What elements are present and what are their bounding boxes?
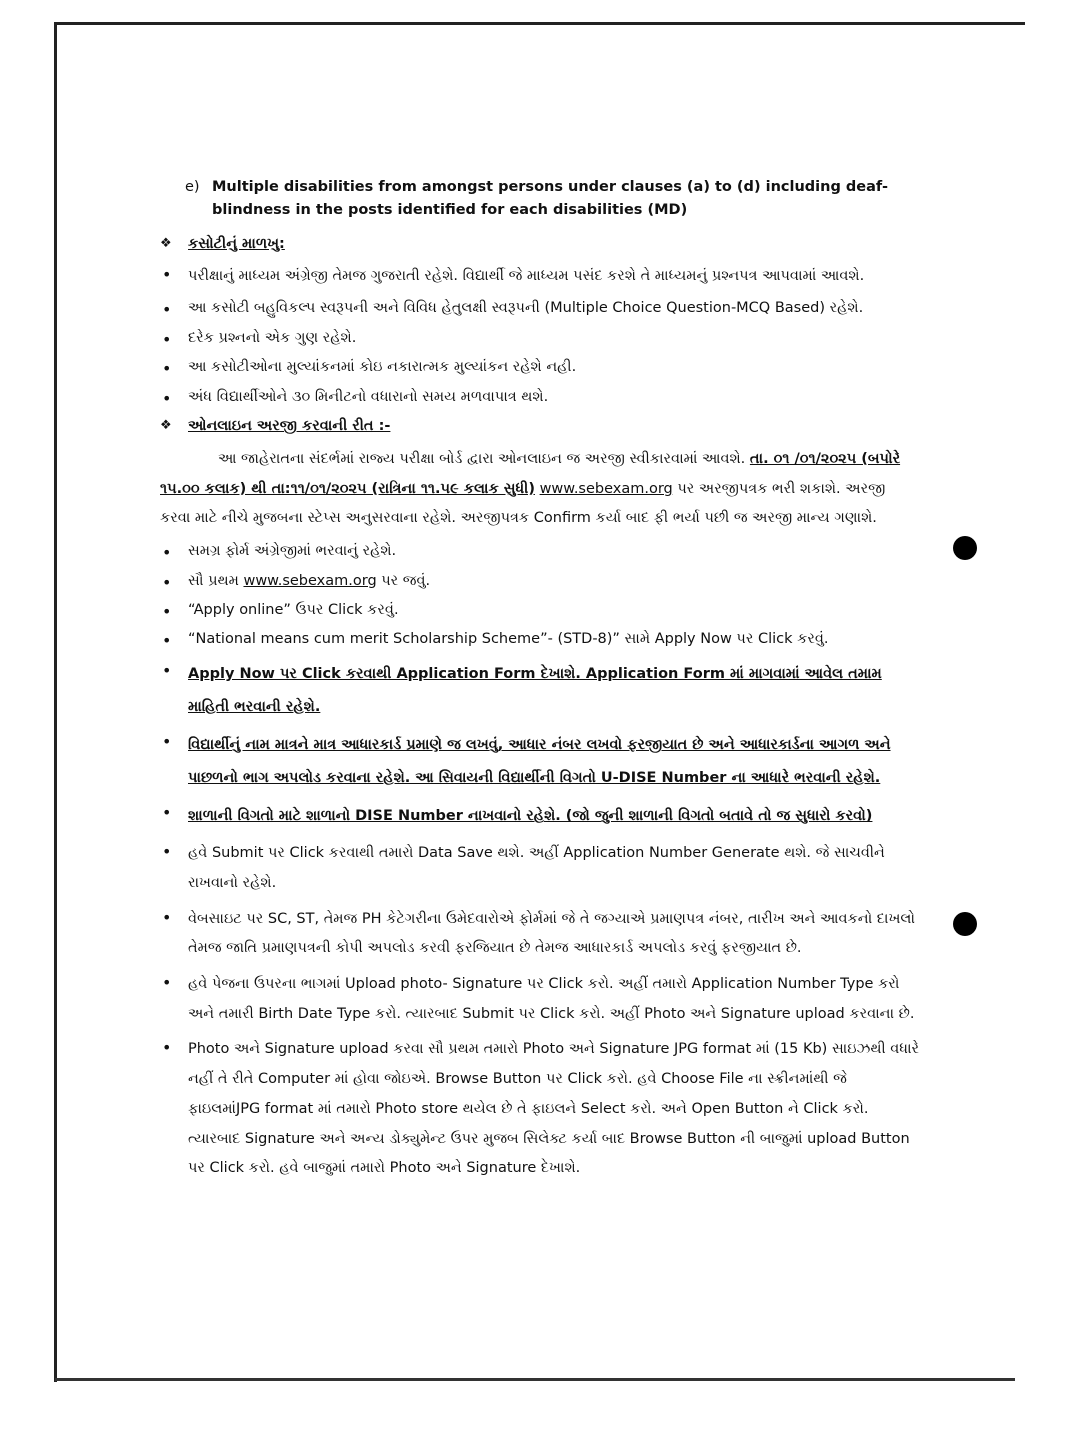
- punch-hole: [953, 536, 977, 560]
- intro-paragraph: [160, 445, 920, 534]
- bullet-icon: •: [162, 972, 172, 992]
- bullet-item: [160, 839, 920, 898]
- bullet-text: હવે પેજના ઉપરના ભાગમાં Upload photo- Signature પર Click કરો. અહીં તમારો Application Number Type કરો અને તમારી Birth Date Type કરો. ત્યારબાદ Submit પર Click કરો. અહીં Photo અને Signature upload કરવાના છે.: [188, 975, 915, 1022]
- bullet-text: આ કસોટીઓના મુલ્યાંકનમાં કોઇ નકારાત્મક મુલ્યાંકન રહેશે નહી.: [188, 359, 577, 376]
- bullet-item: [160, 599, 920, 622]
- punch-hole: [953, 912, 977, 936]
- intro-text: આ જાહેરાતના સંદર્ભમાં રાજ્ય પરીક્ષા બોર્ડ દ્વારા ઓનલાઇન જ અરજી સ્વીકારવામાં આવશે.: [218, 450, 746, 467]
- bullet-text: પરીક્ષાનું માધ્યમ અંગ્રેજી તેમજ ગુજરાતી રહેશે. વિદ્યાર્થી જે માધ્યમ પસંદ કરશે તે માધ્યમનું પ્રશ્નપત્ર આપવામાં આવશે.: [188, 268, 865, 285]
- bullet-text: “Apply online” ઉપર Click કરવું.: [188, 602, 399, 618]
- bullet-icon: •: [162, 660, 172, 680]
- list-marker: e): [185, 179, 200, 195]
- heading-text: ઓનલાઇન અરજી કરવાની રીત :-: [188, 418, 391, 435]
- bullet-item: [160, 297, 920, 320]
- bullet-text: દરેક પ્રશ્નનો એક ગુણ રહેશે.: [188, 329, 357, 346]
- scan-border-left: [54, 22, 57, 1382]
- bullet-text: પર જવું.: [381, 572, 431, 589]
- bullet-icon: •: [162, 572, 172, 592]
- bullet-text: હવે Submit પર Click કરવાથી તમારો Data Save થશે. અહીં Application Number Generate થશે. જે સાચવીને રાખવાનો રહેશે.: [188, 845, 885, 891]
- bullet-text: વિદ્યાર્થીનું નામ માત્રને માત્ર આધારકાર્ડ પ્રમાણે જ લખવું, આધાર નંબર લખવો ફરજીયાત છે અને આધારકાર્ડના આગળ અને પાછળનો ભાગ અપલોડ કરવાના રહેશે. આ સિવાયની વિદ્યાર્થીની વિગતો U-DISE Number ના આધારે ભરવાની રહેશે.: [188, 737, 891, 786]
- bullet-icon: •: [162, 265, 172, 285]
- scan-border-top: [55, 22, 1025, 25]
- bullet-text: વેબસાઇટ પર SC, ST, તેમજ PH કેટેગરીના ઉમેદવારોએ ફોર્મમાં જે તે જગ્યાએ પ્રમાણપત્ર નંબર, તારીખ અને આવકનો દાખલો તેમજ જાતિ પ્રમાણપત્રની કોપી અપલોડ કરવી ફરજિયાત છે તેમજ આધારકાર્ડ અપલોડ કરવું ફરજીયાત છે.: [188, 910, 915, 957]
- bullet-icon: •: [162, 300, 172, 320]
- diamond-bullet-icon: ❖: [160, 418, 172, 434]
- bullet-item: [160, 327, 920, 350]
- bullet-item: [160, 386, 920, 409]
- bullet-item: [160, 729, 920, 794]
- bullet-icon: •: [162, 329, 172, 349]
- bullet-icon: •: [162, 388, 172, 408]
- bullet-text: શાળાની વિગતો માટે શાળાનો DISE Number નાખવાનો રહેશે. (જો જુની શાળાની વિગતો બતાવે તો જ સુધારો કરવો): [188, 808, 873, 825]
- bullet-text: Apply Now પર Click કરવાથી Application Form દેખાશે. Application Form માં માગવામાં આવેલ તમામ માહિતી ભરવાની રહેશે.: [188, 665, 882, 715]
- bullet-icon: •: [162, 359, 172, 379]
- diamond-bullet-icon: ❖: [160, 235, 172, 251]
- bullet-item: [160, 628, 920, 651]
- bullet-item: [160, 570, 920, 593]
- bullet-text: “National means cum merit Scholarship Scheme”- (STD-8)” સામે Apply Now પર Click કરવું.: [188, 631, 829, 648]
- bullet-text: Photo અને Signature upload કરવા સૌ પ્રથમ તમારો Photo અને Signature JPG format માં (15 Kb) સાઇઝથી વધારે નહીં તે રીતે Computer માં હોવા જોઇએ. Browse Button પર Click કરો. હવે Choose File ના સ્ક્રીનમાંથી જે ફાઇલમાંJPG format માં તમારો Photo store થયેલ છે તે ફાઇલને Select કરો. અને Open Button ને Click કરો. ત્યારબાદ Signature અને અન્ય ડોક્યુમેન્ટ ઉપર મુજબ સિલેક્ટ કર્યા બાદ Browse Button ની બાજુમાં upload Button પર Click કરો. હવે બાજુમાં તમારો Photo અને Signature દેખાશે.: [188, 1041, 920, 1177]
- intro-rest-text: પર અરજીપત્રક ભરી શકાશે. અરજી કરવા માટે નીચે મુજબના સ્ટેપ્સ અનુસરવાના રહેશે. અરજીપત્રક Confirm કર્યા બાદ ફી ભર્યા પછી જ અરજી માન્ય ગણાશે.: [160, 480, 886, 527]
- bullet-item: [160, 1035, 920, 1184]
- bullet-item: [160, 658, 920, 723]
- bullet-icon: •: [162, 543, 172, 563]
- section-heading-online-application: [160, 415, 920, 438]
- bullet-icon: •: [162, 732, 172, 752]
- list-item-e: [160, 176, 920, 223]
- section-heading-exam-structure: [160, 233, 920, 256]
- document-body: [160, 176, 920, 1190]
- heading-text: કસોટીનું માળખુ:: [188, 235, 285, 252]
- scan-border-bottom: [55, 1378, 1015, 1381]
- bullet-text: સૌ પ્રથમ: [188, 572, 239, 589]
- list-item-text: Multiple disabilities from amongst persons under clauses (a) to (d) including deaf-blindness in the posts identified for each disabilities (MD): [212, 179, 888, 219]
- bullet-item: [160, 800, 920, 833]
- application-dates: તા. ૦૧ /૦૧/૨૦૨૫ (બપોરે ૧૫.૦૦ કલાક) થી તા:૧૧/૦૧/૨૦૨૫ (રાત્રિના ૧૧.૫૯ કલાક સુધી): [160, 450, 901, 497]
- bullet-item: [160, 970, 920, 1029]
- website-link[interactable]: www.sebexam.org: [243, 572, 377, 589]
- bullet-icon: •: [162, 602, 172, 621]
- bullet-item: [160, 262, 920, 291]
- bullet-text: આ કસોટી બહુવિકલ્પ સ્વરૂપની અને વિવિધ હેતુલક્ષી સ્વરૂપની (Multiple Choice Question-MCQ Based) રહેશે.: [188, 300, 864, 317]
- bullet-text: અંધ વિદ્યાર્થીઓને ૩૦ મિનીટનો વધારાનો સમય મળવાપાત્ર થશે.: [188, 388, 549, 405]
- bullet-icon: •: [162, 907, 172, 927]
- bullet-icon: •: [162, 842, 172, 862]
- bullet-text: સમગ્ર ફોર્મ અંગ્રેજીમાં ભરવાનું રહેશે.: [188, 543, 397, 560]
- bullet-item: [160, 905, 920, 964]
- bullet-icon: •: [162, 631, 172, 651]
- bullet-icon: •: [162, 1038, 172, 1058]
- bullet-item: [160, 356, 920, 379]
- bullet-icon: •: [162, 803, 172, 823]
- website-link[interactable]: www.sebexam.org: [539, 480, 673, 497]
- bullet-item: [160, 540, 920, 563]
